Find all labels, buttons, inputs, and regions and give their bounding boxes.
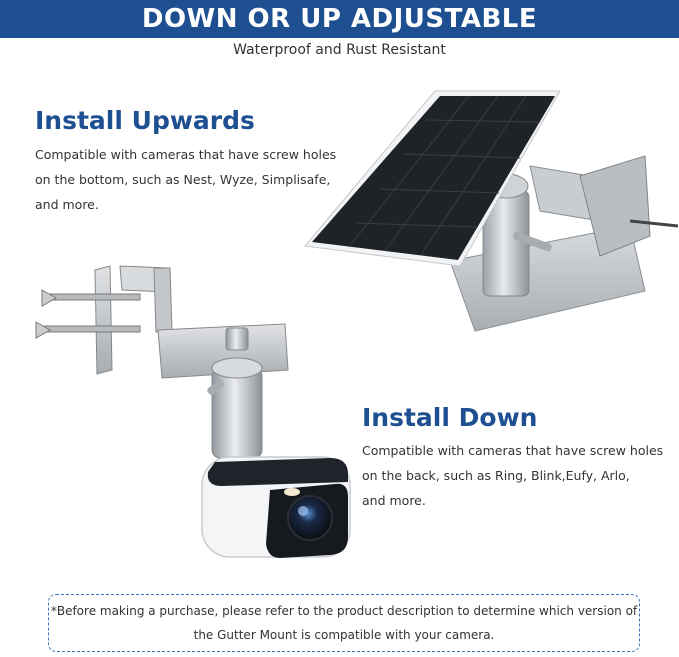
banner-title: DOWN OR UP ADJUSTABLE [0, 0, 679, 38]
install-down-line-2: on the back, such as Ring, Blink,Eufy, Arlo, [362, 468, 630, 483]
install-down-line-3: and more. [362, 493, 426, 508]
install-upwards-line-2: on the bottom, such as Nest, Wyze, Simplisafe, [35, 172, 331, 187]
purchase-note [48, 594, 640, 652]
purchase-note-line-2: the Gutter Mount is compatible with your camera. [193, 628, 495, 642]
install-upwards-description [35, 142, 336, 217]
install-upwards-line-1: Compatible with cameras that have screw holes [35, 147, 337, 162]
purchase-note-line-1: *Before making a purchase, please refer to the product description to determine which version of [50, 604, 638, 618]
install-down-heading: Install Down [362, 403, 538, 432]
install-down-description [362, 438, 663, 513]
install-upwards-line-3: and more. [35, 197, 99, 212]
subtitle: Waterproof and Rust Resistant [233, 42, 446, 58]
install-down-line-1: Compatible with cameras that have screw holes [362, 443, 664, 458]
install-upwards-heading: Install Upwards [35, 106, 255, 135]
camera-downward-mount-image [30, 262, 360, 570]
